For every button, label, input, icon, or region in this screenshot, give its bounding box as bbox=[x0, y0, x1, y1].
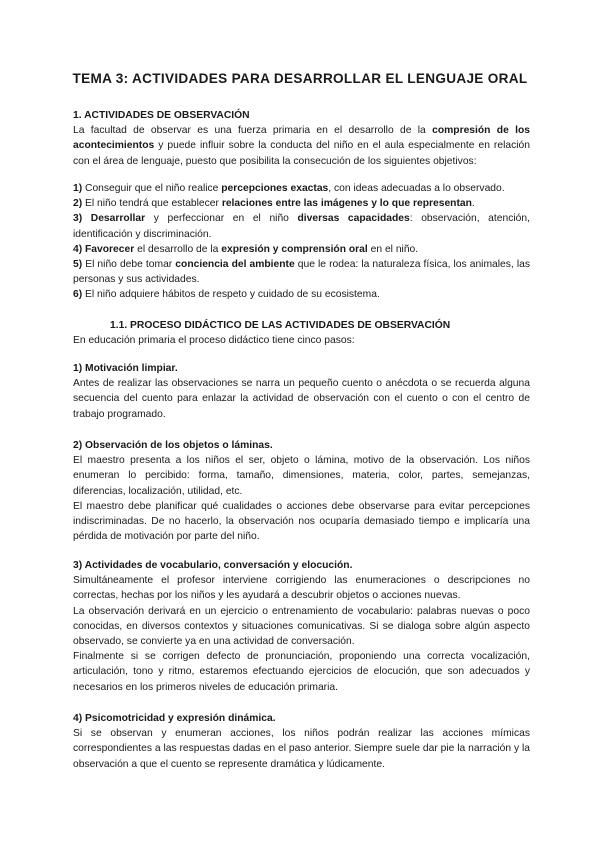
objective-item: 5) El niño debe tomar conciencia del ambiente que le rodea: la naturaleza física, los animales, las personas y sus actividades. bbox=[73, 259, 531, 286]
objective-item: 1) Conseguir que el niño realice percepciones exactas, con ideas adecuadas a lo observado. bbox=[73, 183, 505, 194]
step-text: Antes de realizar las observaciones se narra un pequeño cuento o anécdota o se recuerda alguna secuencia del cuento para enlazar la actividad de observación con el cuento o con el centro de trabajo programado. bbox=[73, 378, 530, 420]
step-1 bbox=[73, 361, 530, 422]
subsection-intro: En educación primaria el proceso didáctico tiene cinco pasos: bbox=[73, 335, 355, 346]
step-text: El maestro presenta a los niños el ser, objeto o lámina, motivo de la observación. Los niños enumeran lo percibido: forma, tamaño, dimensiones, materia, color, partes, semejanzas, diferencias, localización, utilidad, etc. bbox=[73, 455, 530, 497]
section-observacion bbox=[73, 108, 530, 169]
step-heading: 2) Observación de los objetos o láminas. bbox=[73, 440, 273, 451]
step-text: El maestro debe planificar qué cualidades o acciones debe observarse para evitar percepciones indiscriminadas. De no hacerlo, la observación nos ocuparía demasiado tiempo e implicaría una pérdida de motivación por parte del niño. bbox=[73, 500, 530, 543]
objective-item: 3) Desarrollar y perfeccionar en el niño diversas capacidades: observación, atención, identificación y discriminación. bbox=[73, 213, 530, 240]
objective-item: 2) El niño tendrá que establecer relaciones entre las imágenes y lo que representan. bbox=[73, 198, 475, 210]
page-title: TEMA 3: ACTIVIDADES PARA DESARROLLAR EL LENGUAJE ORAL bbox=[72, 71, 528, 86]
step-heading: 3) Actividades de vocabulario, conversación y elocución. bbox=[73, 560, 353, 571]
step-2 bbox=[73, 438, 530, 544]
step-text: La observación derivará en un ejercicio o entrenamiento de vocabulario: palabras nuevas o poco conocidas, en diversos contextos y situaciones comunicativas. Si se dialoga sobre algún aspecto observado, se convierte ya en una actividad de conversación. bbox=[73, 605, 530, 648]
step-text: Finalmente si se corrigen defecto de pronunciación, proponiendo una correcta vocalización, articulación, tono y ritmo, estaremos efectuando ejercicios de elocución, que son adecuados y necesarios en los primeros niveles de educación primaria. bbox=[73, 651, 530, 693]
section-intro: La facultad de observar es una fuerza primaria en el desarrollo de la compresión de los acontecimientos y puede influir sobre la conducta del niño en el aula especialmente en relación con el área de lenguaje, puesto que posibilita la consecución de los siguientes objetivos: bbox=[73, 125, 530, 167]
objective-item: 4) Favorecer el desarrollo de la expresión y comprensión oral en el niño. bbox=[73, 243, 419, 255]
step-heading: 4) Psicomotricidad y expresión dinámica. bbox=[73, 713, 276, 724]
step-text: Si se observan y enumeran acciones, los niños podrán realizar las acciones mímicas correspondientes a las respuestas dadas en el paso anterior. Siempre suele dar pie la narración y la observación a que el cuento se represente dramática y lúdicamente. bbox=[73, 728, 530, 770]
step-3 bbox=[73, 558, 530, 695]
step-text: Simultáneamente el profesor interviene corrigiendo las enumeraciones o descripciones no correctas, hechas por los niños y les ayudará a descubrir objetos o acciones nuevas. bbox=[73, 575, 530, 602]
section-heading: 1. ACTIVIDADES DE OBSERVACIÓN bbox=[73, 110, 250, 121]
step-4 bbox=[73, 711, 530, 772]
objective-item: 6) El niño adquiere hábitos de respeto y cuidado de su ecosistema. bbox=[73, 289, 380, 301]
subsection-heading: 1.1. PROCESO DIDÁCTICO DE LAS ACTIVIDADES DE OBSERVACIÓN bbox=[110, 320, 451, 331]
objectives-list bbox=[73, 181, 530, 303]
step-heading: 1) Motivación limpiar. bbox=[73, 363, 178, 374]
